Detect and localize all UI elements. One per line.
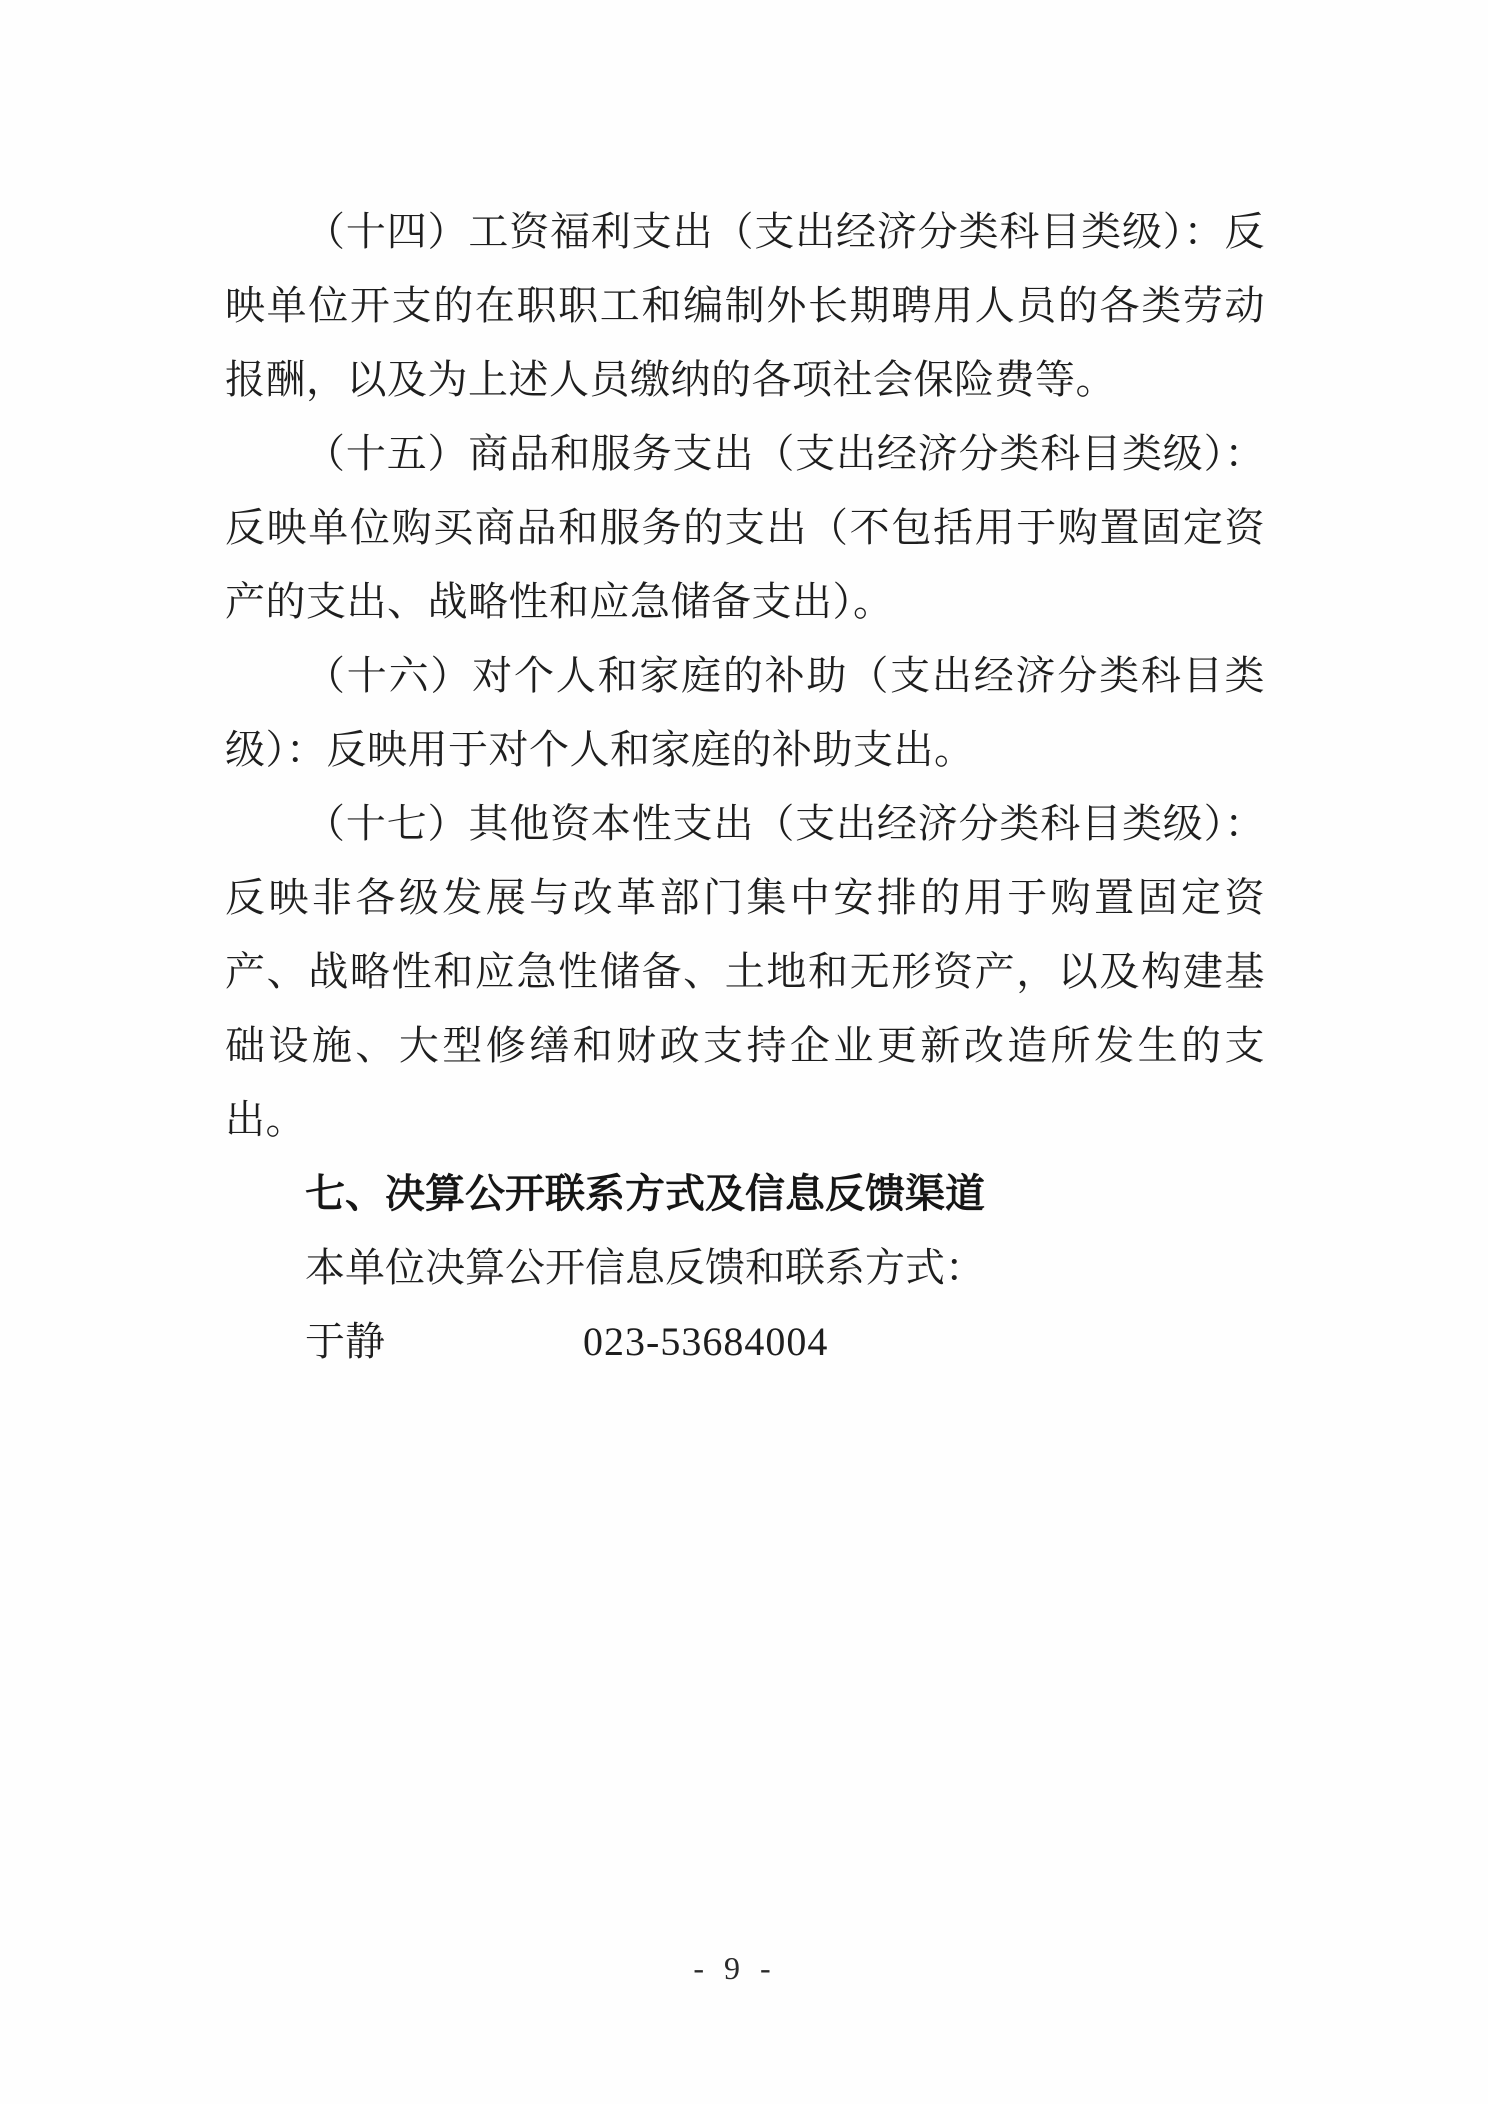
page-number: - 9 - <box>693 1950 777 1986</box>
contact-phone-number: 023-53684004 <box>583 1319 829 1364</box>
section-heading-contact-channels: 七、决算公开联系方式及信息反馈渠道 <box>305 1172 985 1216</box>
document-body <box>225 195 1265 1379</box>
paragraph-14-wage-welfare-expenditure: （十四）工资福利支出（支出经济分类科目类级）：反映单位开支的在职职工和编制外长期聘用人员的各类劳动报酬，以及为上述人员缴纳的各项社会保险费等。 <box>225 209 1265 402</box>
paragraph-15-goods-services-expenditure: （十五）商品和服务支出（支出经济分类科目类级）：反映单位购买商品和服务的支出（不包括用于购置固定资产的支出、战略性和应急储备支出）。 <box>225 431 1265 624</box>
contact-intro-line: 本单位决算公开信息反馈和联系方式： <box>305 1245 985 1290</box>
paragraph-17-other-capital-expenditure: （十七）其他资本性支出（支出经济分类科目类级）：反映非各级发展与改革部门集中安排的用于购置固定资产、战略性和应急性储备、土地和无形资产，以及构建基础设施、大型修缮和财政支持企业更新改造所发生的支出。 <box>225 801 1265 1142</box>
contact-person-name: 于静 <box>305 1319 385 1364</box>
contact-info-line <box>225 1305 1265 1379</box>
paragraph-16-individual-family-subsidy: （十六）对个人和家庭的补助（支出经济分类科目类级）：反映用于对个人和家庭的补助支出。 <box>225 653 1265 772</box>
